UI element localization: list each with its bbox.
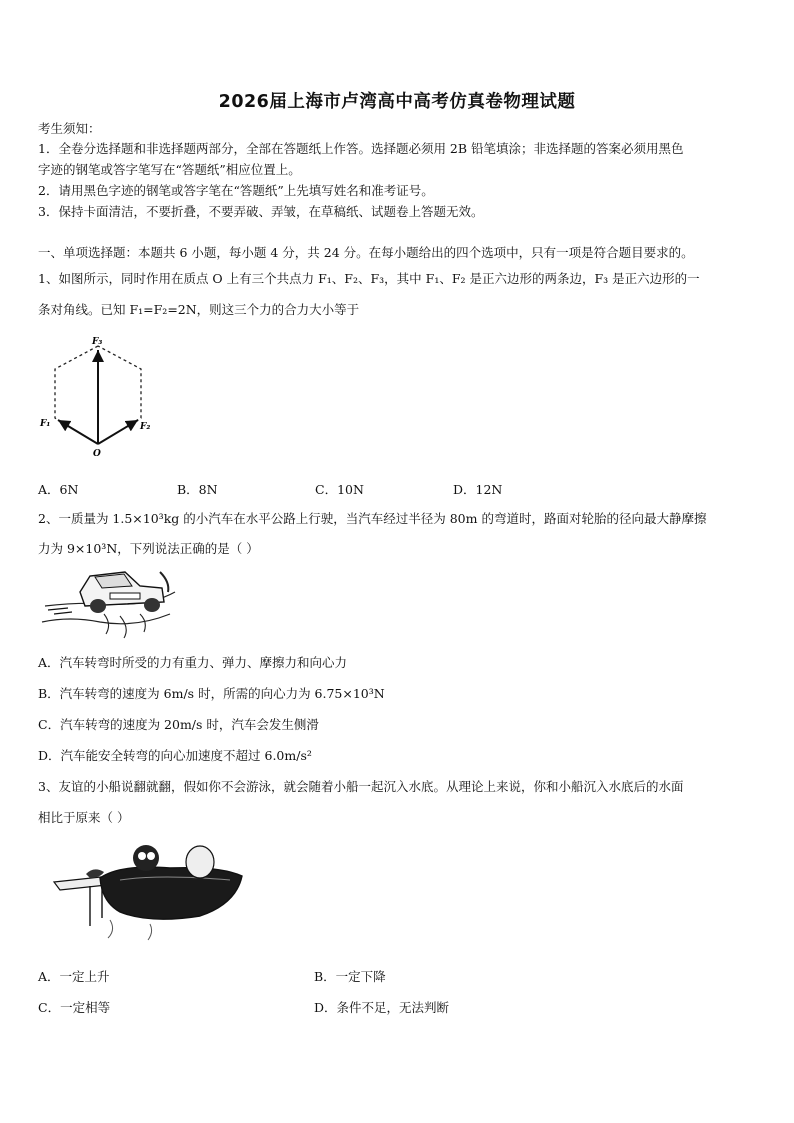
question-2-text: 2、一质量为 1.5×10³kg 的小汽车在水平公路上行驶，当汽车经过半径为 80m 的弯道时，路面对轮胎的径向最大静摩擦 bbox=[38, 511, 707, 526]
notice-item: 2．请用黑色字迹的钢笔或答字笔在“答题纸”上先填写姓名和准考证号。 bbox=[38, 183, 434, 198]
f1-arrow bbox=[58, 420, 98, 444]
notice-item: 3．保持卡面清洁，不要折叠，不要弄破、弄皱，在草稿纸、试题卷上答题无效。 bbox=[38, 204, 484, 219]
notice-heading: 考生须知： bbox=[38, 121, 101, 136]
q1-option-a: A．6N bbox=[38, 482, 79, 497]
hexagon-force-diagram bbox=[38, 334, 158, 462]
section-heading: 一、单项选择题：本题共 6 小题，每小题 4 分，共 24 分。在每小题给出的四个选项中，只有一项是符合题目要求的。 bbox=[38, 245, 694, 260]
question-1-text: 条对角线。已知 F₁=F₂=2N，则这三个力的合力大小等于 bbox=[38, 302, 360, 317]
question-1-text: 1、如图所示，同时作用在质点 O 上有三个共点力 F₁、F₂、F₃，其中 F₁、F₂ 是正六边形的两条边，F₃ 是正六边形的一 bbox=[38, 271, 700, 286]
f2-arrow bbox=[98, 420, 138, 444]
notice-item: 1．全卷分选择题和非选择题两部分，全部在答题纸上作答。选择题必须用 2B 铅笔填涂；非选择题的答案必须用黑色 bbox=[38, 141, 684, 156]
sinking-boat-illustration bbox=[50, 838, 246, 944]
q3-option-c: C．一定相等 bbox=[38, 1000, 111, 1015]
q2-option-d: D．汽车能安全转弯的向心加速度不超过 6.0m/s² bbox=[38, 748, 312, 763]
question-2-text: 力为 9×10³N，下列说法正确的是（ ） bbox=[38, 541, 259, 556]
q2-option-a: A．汽车转弯时所受的力有重力、弹力、摩擦力和向心力 bbox=[38, 655, 348, 670]
notice-item: 字迹的钢笔或答字笔写在“答题纸”相应位置上。 bbox=[38, 162, 301, 177]
question-3-text: 3、友谊的小船说翻就翻，假如你不会游泳，就会随着小船一起沉入水底。从理论上来说，你和小船沉入水底后的水面 bbox=[38, 779, 684, 794]
page-title: 2026届上海市卢湾高中高考仿真卷物理试题 bbox=[218, 92, 576, 112]
origin-label: O bbox=[93, 449, 101, 459]
q1-option-b: B．8N bbox=[177, 482, 218, 497]
f3-label: F₃ bbox=[92, 337, 103, 347]
q2-option-c: C．汽车转弯的速度为 20m/s 时，汽车会发生侧滑 bbox=[38, 717, 319, 732]
q1-option-d: D．12N bbox=[453, 482, 503, 497]
q2-option-b: B．汽车转弯的速度为 6m/s 时，所需的向心力为 6.75×10³N bbox=[38, 686, 385, 701]
car-turning-illustration bbox=[40, 562, 178, 640]
q3-option-b: B．一定下降 bbox=[314, 969, 386, 984]
q3-option-a: A．一定上升 bbox=[38, 969, 110, 984]
q1-option-c: C．10N bbox=[315, 482, 364, 497]
question-3-text: 相比于原来（ ） bbox=[38, 810, 130, 825]
f1-label: F₁ bbox=[40, 419, 51, 429]
f2-label: F₂ bbox=[140, 422, 151, 432]
q3-option-d: D．条件不足，无法判断 bbox=[314, 1000, 450, 1015]
